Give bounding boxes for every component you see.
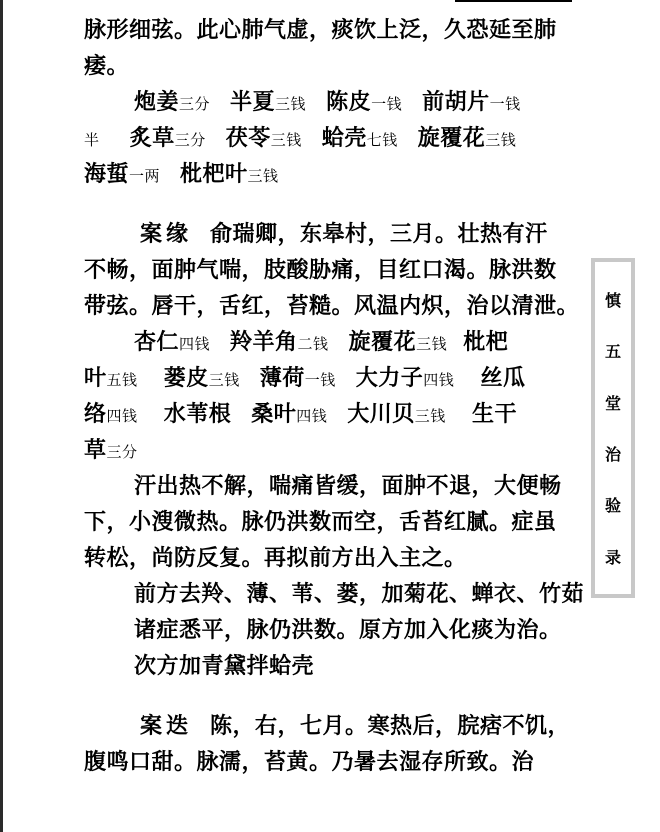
herb-qty: 三分 bbox=[174, 131, 206, 149]
herb-item bbox=[349, 324, 448, 362]
case-label: 案缘 bbox=[140, 221, 193, 247]
herb-item bbox=[164, 396, 232, 432]
herb-qty: 三分 bbox=[106, 443, 138, 461]
herb-item bbox=[134, 84, 210, 122]
herb-name: 蒌皮 bbox=[163, 365, 209, 391]
herb-item bbox=[322, 120, 398, 158]
left-border bbox=[0, 0, 3, 832]
herb-group bbox=[134, 324, 447, 362]
herb-name: 生干 bbox=[471, 401, 517, 427]
herb-group bbox=[134, 84, 521, 122]
side-tab-char: 治 bbox=[604, 445, 621, 465]
case-label: 案迭 bbox=[140, 713, 193, 739]
herb-qty: 四钱 bbox=[423, 371, 455, 389]
herb-qty: 三钱 bbox=[270, 131, 302, 149]
herb-item bbox=[251, 396, 327, 434]
herb-item bbox=[84, 156, 160, 194]
qty-fragment: 半 bbox=[84, 131, 100, 149]
herb-name: 旋覆花 bbox=[417, 125, 486, 151]
herb-qty: 四钱 bbox=[296, 407, 328, 425]
text-line: 次方加青黛拌蛤壳 bbox=[134, 653, 315, 679]
text-line: 带弦。唇干，舌红，苔糙。风温内炽，治以清泄。 bbox=[84, 293, 580, 319]
herb-name: 海蜇 bbox=[84, 161, 130, 187]
herb-group bbox=[164, 360, 455, 398]
herb-qty: 七钱 bbox=[366, 131, 398, 149]
case-text: 陈，右，七月。寒热后，脘痞不饥， bbox=[210, 713, 571, 739]
page-text bbox=[84, 12, 585, 780]
herb-name: 桑叶 bbox=[251, 401, 297, 427]
prescription-line bbox=[84, 156, 579, 192]
side-tab-char: 慎 bbox=[604, 291, 621, 311]
spacer bbox=[84, 684, 579, 708]
herb-name: 蛤壳 bbox=[321, 125, 367, 151]
text-line: 诸症悉平，脉仍洪数。原方加入化痰为治。 bbox=[134, 617, 562, 643]
side-tab-char: 录 bbox=[604, 547, 621, 567]
prescription-line bbox=[84, 432, 579, 468]
case-header-line bbox=[84, 708, 579, 744]
text-line: 转松，尚防反复。再拟前方出入主之。 bbox=[84, 545, 467, 571]
herb-name: 薄荷 bbox=[259, 365, 305, 391]
top-rule bbox=[455, 0, 572, 2]
herb-qty: 三钱 bbox=[208, 371, 240, 389]
herb-qty: 四钱 bbox=[106, 407, 138, 425]
herb-qty: 五钱 bbox=[106, 371, 138, 389]
herb-item bbox=[230, 324, 329, 362]
herb-qty: 三钱 bbox=[275, 95, 307, 113]
prescription-line bbox=[84, 120, 579, 156]
herb-name: 丝瓜 bbox=[480, 365, 526, 391]
herb-qty: 三钱 bbox=[416, 335, 448, 353]
herb-item bbox=[326, 84, 402, 122]
text-line: 下，小溲微热。脉仍洪数而空，舌苔红腻。症虽 bbox=[84, 509, 557, 535]
herb-item bbox=[418, 120, 517, 158]
side-tab-char: 堂 bbox=[604, 393, 621, 413]
herb-item bbox=[260, 360, 336, 398]
herb-name: 大川贝 bbox=[347, 401, 415, 427]
herb-name: 茯苓 bbox=[225, 125, 271, 151]
herb-name: 羚羊角 bbox=[230, 329, 298, 355]
herb-item bbox=[422, 84, 521, 122]
herb-group bbox=[130, 120, 517, 158]
text-line: 前方去羚、薄、苇、蒌，加菊花、蝉衣、竹茹 bbox=[134, 581, 585, 607]
herb-group bbox=[84, 156, 279, 194]
herb-qty: 一两 bbox=[129, 167, 161, 185]
herb-qty: 三钱 bbox=[485, 131, 517, 149]
herb-item bbox=[130, 120, 206, 158]
herb-name: 旋覆花 bbox=[348, 329, 417, 355]
text-line: 脉形细弦。此心肺气虚，痰饮上泛，久恐延至肺 bbox=[84, 17, 557, 43]
case-header-line bbox=[84, 216, 579, 252]
herb-name: 陈皮 bbox=[326, 89, 372, 115]
herb-name: 水苇根 bbox=[163, 401, 232, 427]
text-line: 痿。 bbox=[84, 53, 130, 79]
herb-item bbox=[356, 360, 455, 398]
text-line: 汗出热不解，喘痛皆缓，面肿不退，大便畅 bbox=[134, 473, 562, 499]
herb-name: 大力子 bbox=[355, 365, 424, 391]
prescription-line bbox=[84, 324, 579, 360]
herb-group bbox=[164, 396, 446, 434]
herb-name: 杏仁 bbox=[134, 329, 180, 355]
herb-name: 半夏 bbox=[230, 89, 276, 115]
herb-name: 络 bbox=[84, 401, 107, 427]
side-tab bbox=[591, 258, 635, 598]
herb-qty: 一钱 bbox=[371, 95, 403, 113]
spacer bbox=[84, 192, 579, 216]
herb-name: 叶 bbox=[84, 365, 107, 391]
herb-name: 草 bbox=[84, 437, 107, 463]
herb-qty: 三分 bbox=[179, 95, 211, 113]
text-line: 腹鸣口甜。脉濡，苔黄。乃暑去湿存所致。治 bbox=[84, 749, 535, 775]
herb-name: 炮姜 bbox=[134, 89, 180, 115]
herb-name: 枇杷叶 bbox=[180, 161, 248, 187]
herb-item bbox=[180, 156, 279, 194]
herb-name: 前胡片 bbox=[422, 89, 490, 115]
prescription-line bbox=[84, 84, 579, 120]
herb-item bbox=[347, 396, 446, 434]
prescription-line bbox=[84, 396, 579, 432]
side-tab-char: 五 bbox=[604, 342, 621, 362]
herb-qty: 一钱 bbox=[489, 95, 521, 113]
case-text: 俞瑞卿，东皋村，三月。壮热有汗 bbox=[210, 221, 548, 247]
herb-item bbox=[230, 84, 306, 122]
herb-qty: 一钱 bbox=[304, 371, 336, 389]
herb-name: 炙草 bbox=[129, 125, 175, 151]
herb-qty: 四钱 bbox=[179, 335, 211, 353]
side-tab-char: 验 bbox=[604, 496, 621, 516]
herb-item bbox=[226, 120, 302, 158]
herb-qty: 二钱 bbox=[297, 335, 329, 353]
herb-item bbox=[134, 324, 210, 362]
herb-item bbox=[164, 360, 240, 398]
text-line: 不畅，面肿气喘，肢酸胁痛，目红口渴。脉洪数 bbox=[84, 257, 557, 283]
prescription-line bbox=[84, 360, 579, 396]
herb-qty: 三钱 bbox=[414, 407, 446, 425]
herb-name: 枇杷 bbox=[463, 329, 509, 355]
herb-qty: 三钱 bbox=[247, 167, 279, 185]
